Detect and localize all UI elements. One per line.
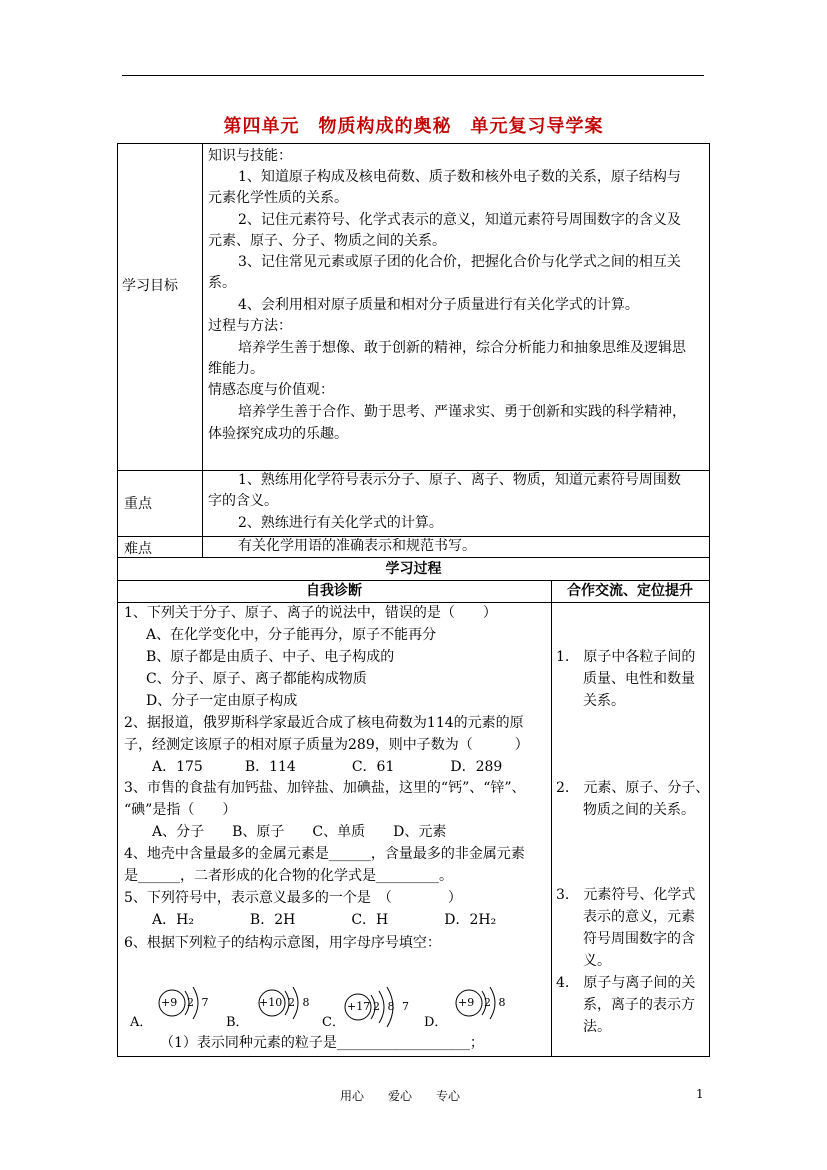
note-line: 2. 元素、原子、分子、 bbox=[556, 780, 710, 796]
key-point-line: 1、熟练用化学符号表示分子、原子、离子、物质，知道元素符号周围数 bbox=[238, 472, 681, 488]
goals-line: 情感态度与价值观： bbox=[208, 382, 334, 398]
atom-b-diagram bbox=[255, 985, 315, 1035]
atom-a-letter: A． bbox=[130, 1015, 153, 1030]
key-point-line: 字的含义。 bbox=[208, 493, 278, 509]
question-6: 6、根据下列粒子的结构示意图，用字母序号填空： bbox=[124, 935, 441, 951]
goals-line: 1、知道原子构成及核电荷数、质子数和核外电子数的关系，原子结构与 bbox=[238, 169, 681, 185]
cooperation-header: 合作交流、定位提升 bbox=[567, 583, 693, 599]
note-line: 法。 bbox=[583, 1019, 611, 1035]
atom-b-nucleus: +10 bbox=[259, 996, 283, 1009]
atom-a-diagram bbox=[155, 985, 215, 1035]
atom-d-shells: 2 8 bbox=[484, 996, 508, 1009]
goals-line: 2、记住元素符号、化学式表示的意义，知道元素符号周围数字的含义及 bbox=[238, 212, 681, 228]
note-line: 1. 原子中各粒子间的 bbox=[556, 649, 696, 665]
process-header: 学习过程 bbox=[385, 561, 442, 577]
goals-label: 学习目标 bbox=[122, 278, 178, 294]
page-title: 第四单元 物质构成的奥秘 单元复习导学案 bbox=[223, 116, 604, 137]
header-rule bbox=[122, 75, 704, 76]
atom-d-nucleus: +9 bbox=[458, 996, 475, 1009]
question-6-part-1: （1）表示同种元素的粒子是___________________； bbox=[160, 1035, 484, 1051]
key-point-line: 2、熟练进行有关化学式的计算。 bbox=[238, 515, 443, 531]
note-line: 系，离子的表示方 bbox=[583, 997, 695, 1013]
question-1-option-d: D、分子一定由原子构成 bbox=[146, 693, 298, 709]
atom-b-letter: B． bbox=[226, 1015, 249, 1030]
atom-c-nucleus: +17 bbox=[347, 1000, 371, 1013]
question-5: 5、下列符号中，表示意义最多的一个是 （ ） bbox=[124, 890, 462, 906]
atom-a-shells: 2 7 bbox=[187, 996, 211, 1009]
goals-line: 系。 bbox=[208, 275, 236, 291]
key-points-label: 重点 bbox=[124, 496, 152, 512]
question-4-cont: 是______，二者形成的化合物的化学式是_________。 bbox=[124, 868, 453, 884]
goals-line: 体验探究成功的乐趣。 bbox=[208, 426, 348, 442]
goals-line: 知识与技能： bbox=[208, 148, 292, 164]
goals-line: 培养学生善于合作、勤于思考、严谨求实、勇于创新和实践的科学精神， bbox=[238, 404, 686, 420]
question-5-options: A．H₂ B．2H C．H D．2H₂ bbox=[152, 912, 497, 928]
note-line: 符号周围数字的含 bbox=[583, 931, 695, 947]
goals-line: 4、会利用相对原子质量和相对分子质量进行有关化学式的计算。 bbox=[238, 297, 639, 313]
atom-d-diagram bbox=[452, 985, 512, 1035]
footer-motto: 用心 爱心 专心 bbox=[340, 1089, 461, 1103]
question-1: 1、下列关于分子、原子、离子的说法中，错误的是（ ） bbox=[124, 605, 497, 621]
goals-line: 3、记住常见元素或原子团的化合价，把握化合价与化学式之间的相互关 bbox=[238, 254, 681, 270]
question-1-option-b: B、原子都是由质子、中子、电子构成的 bbox=[146, 649, 395, 665]
note-line: 义。 bbox=[583, 953, 611, 969]
goals-line: 培养学生善于想像、敢于创新的精神，综合分析能力和抽象思维及逻辑思 bbox=[238, 340, 686, 356]
goals-line: 过程与方法： bbox=[208, 318, 292, 334]
question-3-options: A、分子 B、原子 C、单质 D、元素 bbox=[152, 824, 447, 840]
atom-d-letter: D． bbox=[424, 1015, 448, 1030]
note-line: 关系。 bbox=[583, 693, 625, 709]
question-2-options: A．175 B．114 C．61 D．289 bbox=[152, 759, 503, 775]
question-1-option-a: A、在化学变化中，分子能再分，原子不能再分 bbox=[146, 627, 437, 643]
question-3-cont: “碘”是指（ ） bbox=[124, 802, 237, 818]
difficulty-label: 难点 bbox=[124, 541, 152, 557]
question-2-cont: 子，经测定该原子的相对原子质量为289，则中子数为（ ） bbox=[124, 737, 529, 753]
atom-c-shells: 2 8 7 bbox=[373, 1000, 411, 1013]
goals-line: 维能力。 bbox=[208, 361, 264, 377]
question-1-option-c: C、分子、原子、离子都能构成物质 bbox=[146, 671, 367, 687]
goals-line: 元素化学性质的关系。 bbox=[208, 190, 348, 206]
difficulty-text: 有关化学用语的准确表示和规范书写。 bbox=[238, 538, 476, 554]
note-line: 4. 原子与离子间的关 bbox=[556, 975, 696, 991]
question-4: 4、地壳中含量最多的金属元素是______，含量最多的非金属元素 bbox=[124, 846, 525, 862]
self-diagnosis-header: 自我诊断 bbox=[306, 583, 362, 599]
atom-c-letter: C． bbox=[322, 1015, 345, 1030]
note-line: 表示的意义，元素 bbox=[583, 909, 695, 925]
question-2: 2、据报道，俄罗斯科学家最近合成了核电荷数为114的元素的原 bbox=[124, 715, 524, 731]
question-3: 3、市售的食盐有加钙盐、加锌盐、加碘盐，这里的“钙”、“锌”、 bbox=[124, 780, 526, 796]
page-number: 1 bbox=[696, 1087, 704, 1101]
goals-line: 元素、原子、分子、物质之间的关系。 bbox=[208, 233, 446, 249]
note-line: 物质之间的关系。 bbox=[583, 802, 695, 818]
note-line: 质量、电性和数量 bbox=[583, 671, 695, 687]
atom-b-shells: 2 8 bbox=[288, 996, 312, 1009]
atom-a-nucleus: +9 bbox=[161, 996, 178, 1009]
note-line: 3. 元素符号、化学式 bbox=[556, 887, 696, 903]
